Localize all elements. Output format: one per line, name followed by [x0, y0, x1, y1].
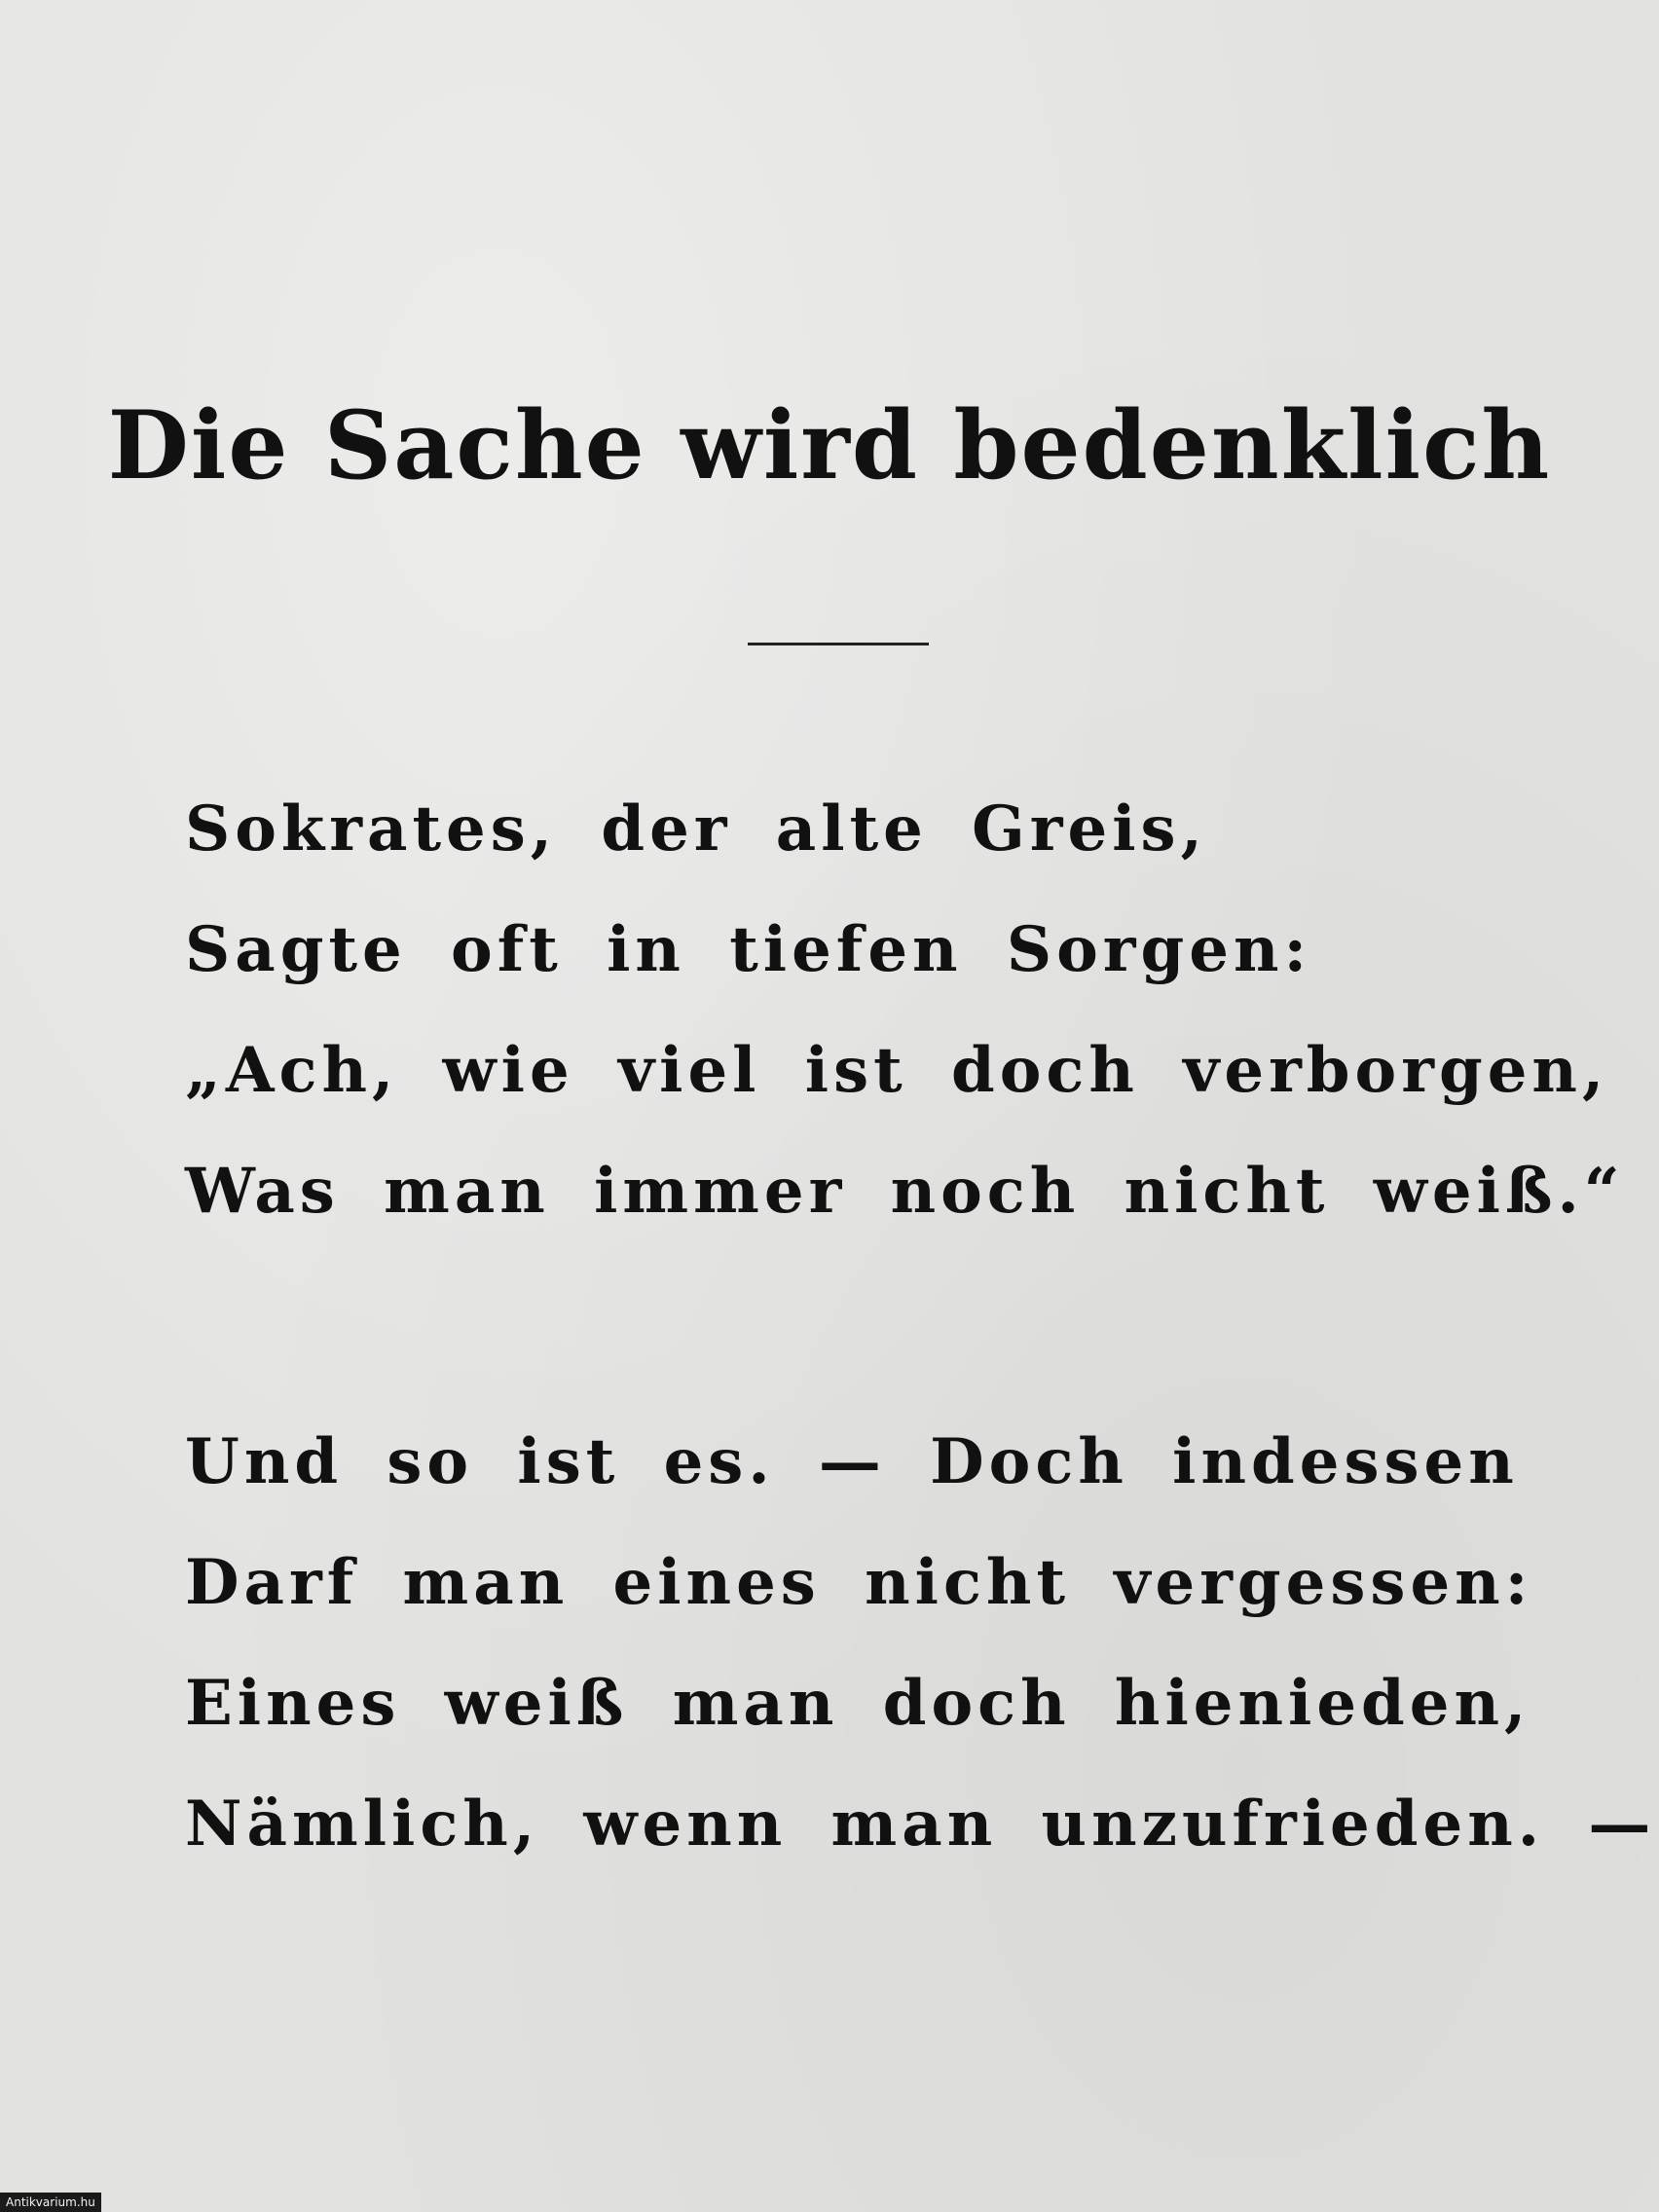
- stanza-line: Und so ist es. — Doch indessen: [185, 1425, 1519, 1498]
- stanza-line: Was man immer noch nicht weiß.“: [185, 1155, 1625, 1228]
- stanza-line: Darf man eines nicht vergessen:: [185, 1546, 1533, 1619]
- watermark-label: Antikvarium.hu: [0, 2193, 101, 2212]
- stanza-line: Nämlich, wenn man unzufrieden. —: [185, 1788, 1656, 1861]
- stanza-1: [185, 769, 1625, 1252]
- stanza-line: „Ach, wie viel ist doch verborgen,: [185, 1034, 1609, 1107]
- stanza-line: Eines weiß man doch hienieden,: [185, 1667, 1531, 1740]
- stanza-2: [185, 1402, 1655, 1885]
- stanza-line: Sagte oft in tiefen Sorgen:: [185, 913, 1312, 986]
- poem-title: Die Sache wird bedenklich: [107, 390, 1552, 500]
- title-divider: [748, 643, 929, 645]
- stanza-line: Sokrates, der alte Greis,: [185, 793, 1207, 866]
